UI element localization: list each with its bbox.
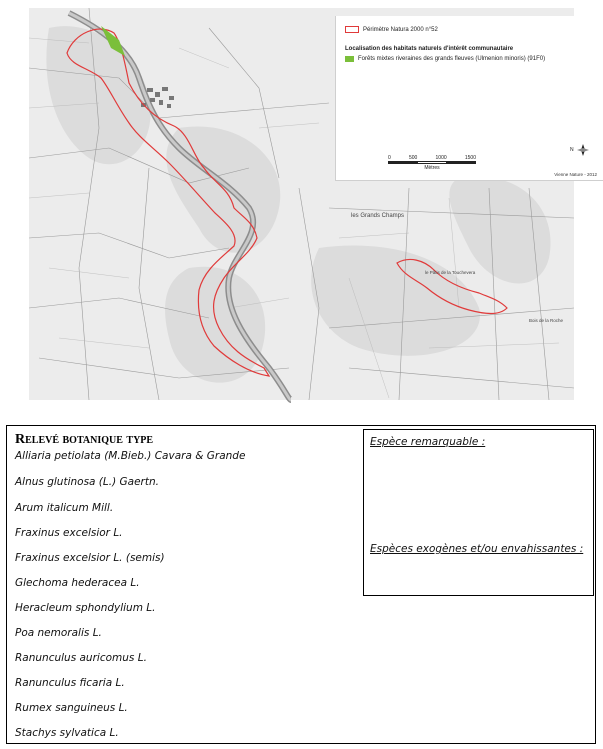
species-item: Glechoma hederacea L. bbox=[15, 577, 140, 589]
scale-bar bbox=[388, 154, 476, 171]
species-item: Ranunculus auricomus L. bbox=[15, 652, 147, 664]
compass-letter: N bbox=[570, 147, 574, 153]
species-item: Ranunculus ficaria L. bbox=[15, 677, 125, 689]
scale-bar-graphic bbox=[388, 161, 476, 164]
topographic-map bbox=[29, 8, 597, 400]
botanical-survey-box bbox=[6, 425, 596, 744]
remarks-box bbox=[363, 429, 594, 596]
map-credit: Vienne Nature - 2012 bbox=[554, 172, 597, 177]
species-item: Stachys sylvatica L. bbox=[15, 727, 119, 739]
scale-unit: Mètres bbox=[424, 165, 440, 171]
species-item: Fraxinus excelsior L. (semis) bbox=[15, 552, 165, 564]
map-legend bbox=[335, 16, 603, 181]
legend-perimeter-label: Périmètre Natura 2000 n°52 bbox=[363, 26, 438, 33]
place-label: le Pâtis de la Touchevera bbox=[425, 270, 476, 275]
scale-tick: 500 bbox=[408, 155, 418, 161]
scale-tick: 1500 bbox=[464, 155, 476, 161]
species-item: Poa nemoralis L. bbox=[15, 627, 102, 639]
legend-title: Localisation des habitats naturels d'intérêt communautaire bbox=[345, 46, 514, 52]
place-label: Bois de la Roche bbox=[529, 318, 564, 323]
survey-title: Relevé botanique type bbox=[15, 432, 154, 447]
species-item: Arum italicum Mill. bbox=[15, 502, 114, 514]
species-item: Alliaria petiolata (M.Bieb.) Cavara & Grande bbox=[15, 450, 246, 462]
legend-habitat-entry bbox=[345, 56, 545, 62]
perimeter-swatch bbox=[345, 26, 359, 33]
place-label: les Grands Champs bbox=[351, 213, 405, 219]
scale-tick: 1000 bbox=[435, 155, 447, 161]
species-item: Fraxinus excelsior L. bbox=[15, 527, 123, 539]
scale-tick: 0 bbox=[388, 155, 391, 161]
species-item: Heracleum sphondylium L. bbox=[15, 602, 156, 614]
legend-perimeter-entry bbox=[345, 26, 438, 33]
remarkable-species-label: Espèce remarquable : bbox=[370, 436, 486, 448]
habitat-swatch bbox=[345, 56, 354, 62]
north-arrow-icon bbox=[570, 143, 590, 157]
exotic-species-label: Espèces exogènes et/ou envahissantes : bbox=[370, 543, 584, 555]
species-item: Alnus glutinosa (L.) Gaertn. bbox=[15, 476, 159, 488]
legend-habitat-label: Forêts mixtes riveraines des grands fleuves (Ulmenion minoris) (91F0) bbox=[358, 56, 546, 62]
species-item: Rumex sanguineus L. bbox=[15, 702, 128, 714]
